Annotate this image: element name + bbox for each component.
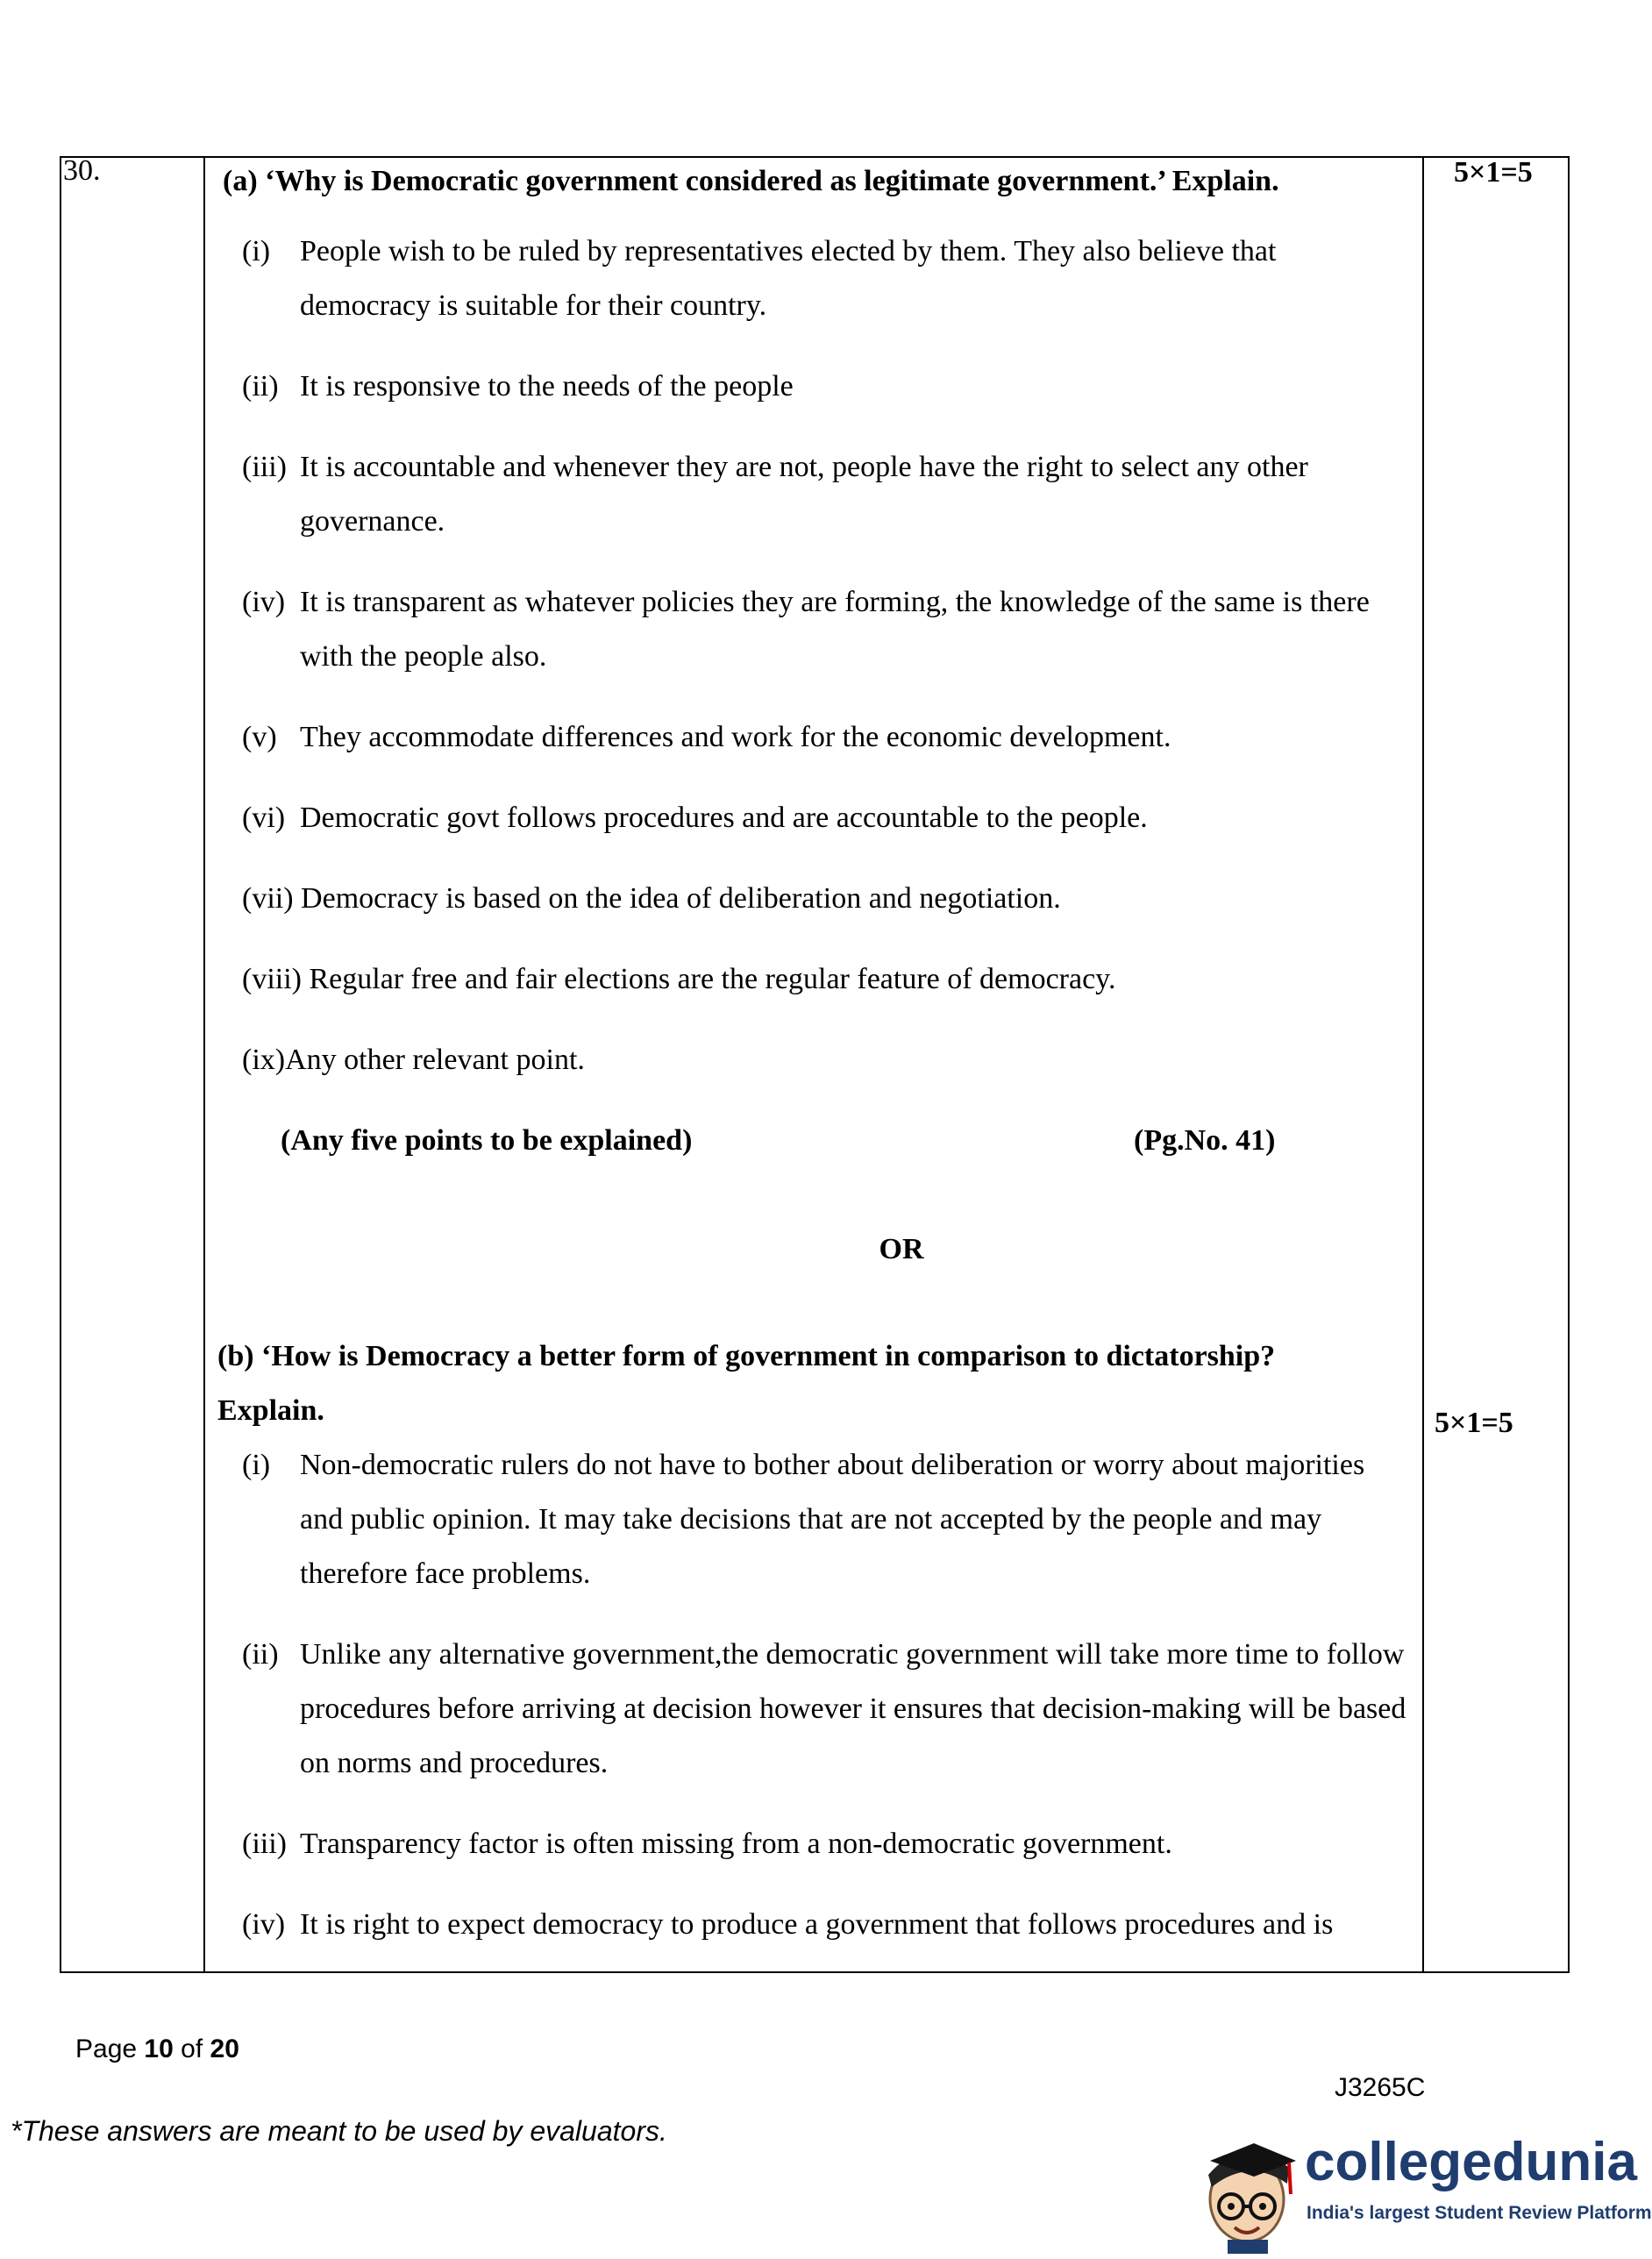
- logo-wordmark: collegedunia: [1305, 2132, 1637, 2192]
- list-item: (iii) Transparency factor is often missing from a non-democratic government.: [242, 1828, 1172, 1860]
- list-item: (viii) Regular free and fair elections are the regular feature of democracy.: [242, 963, 1116, 995]
- list-item: (iv) It is transparent as whatever policies they are forming, the knowledge of the same is there with the people also.: [242, 586, 1370, 673]
- list-item: (v) They accommodate differences and work for the economic development.: [242, 721, 1171, 753]
- logo-tagline: India's largest Student Review Platform: [1307, 2203, 1652, 2223]
- list-item: (iv) It is right to expect democracy to produce a government that follows procedures and is: [242, 1908, 1334, 1941]
- column-divider: [203, 158, 205, 1971]
- five-points-note: (Any five points to be explained): [281, 1124, 693, 1157]
- scoring-note: [217, 1114, 1410, 1168]
- part-a-heading: (a) ‘Why is Democratic government considered as legitimate government.’ Explain.: [223, 165, 1279, 197]
- list-item: (vi) Democratic govt follows procedures and are accountable to the people.: [242, 802, 1148, 834]
- or-separator: OR: [879, 1233, 924, 1265]
- answer-content: [217, 154, 1410, 1952]
- column-divider: [1422, 158, 1424, 1971]
- marks-a: 5×1=5: [1454, 156, 1533, 189]
- list-item: (i) Non-democratic rulers do not have to bother about deliberation or worry about majorities and public opinion. It may take decisions that are not accepted by the people and may therefore face problems.: [242, 1449, 1365, 1590]
- list-item: (iii) It is accountable and whenever they are not, people have the right to select any other governance.: [242, 451, 1308, 538]
- list-item: (i) People wish to be ruled by representatives elected by them. They also believe that democracy is suitable for their country.: [242, 235, 1277, 322]
- mascot-icon: [1193, 2131, 1307, 2254]
- page-indicator: Page 10 of 20: [75, 2035, 239, 2063]
- question-number: 30.: [63, 154, 101, 187]
- list-item: (ii) It is responsive to the needs of the people: [242, 370, 794, 403]
- evaluator-note: *These answers are meant to be used by evaluators.: [11, 2115, 667, 2147]
- document-code: J3265C: [1335, 2073, 1426, 2102]
- page-reference: (Pg.No. 41): [1134, 1124, 1276, 1157]
- list-item: (ix)Any other relevant point.: [242, 1044, 585, 1076]
- marks-b: 5×1=5: [1435, 1407, 1513, 1439]
- collegedunia-logo[interactable]: [1193, 2131, 1652, 2254]
- list-item: (ii) Unlike any alternative government,the democratic government will take more time to follow procedures before arriving at decision however it ensures that decision-making will be based on norms and procedures.: [242, 1638, 1406, 1779]
- part-b-heading: (b) ‘How is Democracy a better form of government in comparison to dictatorship? Explain.: [217, 1340, 1276, 1427]
- list-item: (vii) Democracy is based on the idea of deliberation and negotiation.: [242, 882, 1061, 915]
